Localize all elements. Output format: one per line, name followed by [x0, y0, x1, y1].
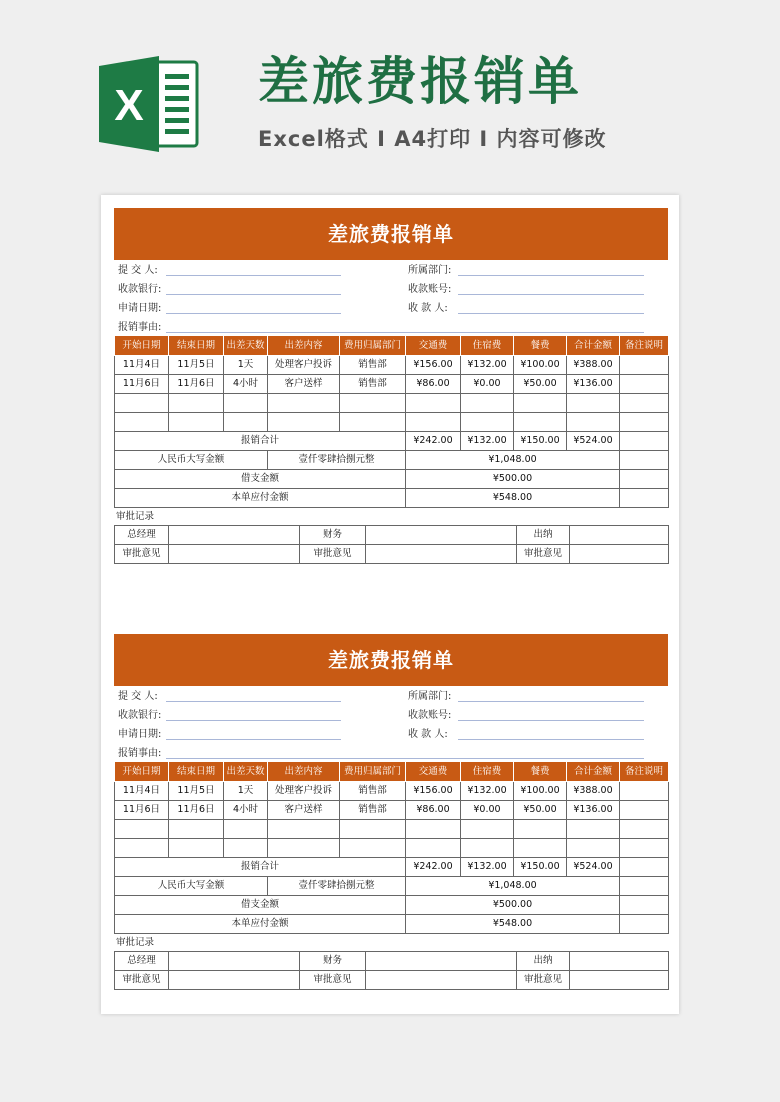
payee-label: 收 款 人:	[408, 729, 448, 740]
advance-row	[115, 469, 669, 488]
table-cell[interactable]: ¥0.00	[461, 374, 514, 393]
table-cell[interactable]	[514, 838, 567, 857]
table-cell[interactable]	[567, 819, 620, 838]
table-cell[interactable]: 11月5日	[169, 355, 224, 374]
table-cell[interactable]: 11月6日	[169, 374, 224, 393]
table-cell[interactable]: ¥0.00	[461, 800, 514, 819]
subtotal-transport: ¥242.00	[406, 857, 461, 876]
form-info-section	[114, 686, 668, 762]
table-cell[interactable]: 客户送样	[268, 800, 340, 819]
submitter-label: 提 交 人:	[118, 265, 158, 276]
subtotal-meals: ¥150.00	[514, 857, 567, 876]
approval-table	[114, 525, 669, 564]
cashier-field[interactable]	[570, 951, 669, 970]
table-row	[115, 800, 669, 819]
rmb-uppercase-label: 人民币大写金额	[115, 450, 268, 469]
table-cell[interactable]	[620, 355, 669, 374]
finance-label: 财务	[300, 525, 366, 544]
table-cell[interactable]: 销售部	[340, 374, 406, 393]
general-manager-label: 总经理	[115, 525, 169, 544]
table-cell[interactable]	[620, 819, 669, 838]
table-cell[interactable]: ¥132.00	[461, 355, 514, 374]
rmb-uppercase-amount: ¥1,048.00	[406, 876, 620, 895]
info-row-submitter	[114, 262, 668, 281]
table-cell[interactable]	[169, 412, 224, 431]
table-cell[interactable]	[514, 393, 567, 412]
table-cell[interactable]: 1天	[224, 355, 268, 374]
payable-label: 本单应付金额	[115, 488, 406, 507]
table-cell[interactable]	[514, 819, 567, 838]
table-cell[interactable]: ¥156.00	[406, 781, 461, 800]
form-info-section	[114, 260, 668, 336]
table-cell[interactable]	[567, 393, 620, 412]
table-cell[interactable]	[340, 838, 406, 857]
general-manager-label: 总经理	[115, 951, 169, 970]
reason-label: 报销事由:	[118, 748, 162, 759]
payee-label: 收 款 人:	[408, 303, 448, 314]
advance-note[interactable]	[620, 895, 669, 914]
table-cell[interactable]: 11月6日	[115, 374, 169, 393]
table-cell[interactable]	[169, 393, 224, 412]
table-cell[interactable]	[224, 819, 268, 838]
info-row-bank	[114, 707, 668, 726]
opinion-label: 审批意见	[517, 970, 570, 989]
opinion-label: 审批意见	[517, 544, 570, 563]
reason-field[interactable]	[166, 745, 644, 759]
opinion-field[interactable]	[366, 970, 517, 989]
submitter-field[interactable]	[166, 688, 341, 702]
table-cell[interactable]: ¥132.00	[461, 781, 514, 800]
opinion-field[interactable]	[570, 544, 669, 563]
table-cell[interactable]: 销售部	[340, 355, 406, 374]
table-cell[interactable]	[620, 374, 669, 393]
bank-label: 收款银行:	[118, 710, 162, 721]
approval-table	[114, 951, 669, 990]
date-label: 申请日期:	[118, 303, 162, 314]
info-row-date	[114, 726, 668, 745]
subtotal-label: 报销合计	[115, 431, 406, 450]
account-field[interactable]	[458, 707, 644, 721]
column-header: 结束日期	[169, 762, 224, 781]
table-cell[interactable]: 4小时	[224, 800, 268, 819]
table-cell[interactable]	[268, 393, 340, 412]
table-cell[interactable]: 11月6日	[115, 800, 169, 819]
column-header: 出差天数	[224, 336, 268, 355]
payable-note[interactable]	[620, 488, 669, 507]
info-row-bank	[114, 281, 668, 300]
cashier-field[interactable]	[570, 525, 669, 544]
payable-amount: ¥548.00	[406, 488, 620, 507]
table-cell[interactable]	[461, 412, 514, 431]
payable-note[interactable]	[620, 914, 669, 933]
opinion-field[interactable]	[169, 970, 300, 989]
opinion-label: 审批意见	[300, 544, 366, 563]
table-cell[interactable]	[406, 393, 461, 412]
table-cell[interactable]	[620, 838, 669, 857]
table-header-row	[115, 336, 669, 355]
department-label: 所属部门:	[408, 265, 452, 276]
subtotal-row	[115, 431, 669, 450]
cashier-label: 出纳	[517, 525, 570, 544]
rmb-uppercase-text: 壹仟零肆拾捌元整	[268, 450, 406, 469]
opinion-label: 审批意见	[115, 544, 169, 563]
subtotal-lodging: ¥132.00	[461, 431, 514, 450]
column-header: 结束日期	[169, 336, 224, 355]
advance-label: 借支金额	[115, 895, 406, 914]
date-label: 申请日期:	[118, 729, 162, 740]
advance-amount: ¥500.00	[406, 895, 620, 914]
info-row-date	[114, 300, 668, 319]
advance-note[interactable]	[620, 469, 669, 488]
subtotal-label: 报销合计	[115, 857, 406, 876]
table-cell[interactable]: ¥86.00	[406, 374, 461, 393]
date-field[interactable]	[166, 726, 341, 740]
table-row	[115, 355, 669, 374]
table-row	[115, 838, 669, 857]
table-cell[interactable]	[340, 393, 406, 412]
reason-field[interactable]	[166, 319, 644, 333]
general-manager-field[interactable]	[169, 951, 300, 970]
table-cell[interactable]: 处理客户投诉	[268, 355, 340, 374]
table-row	[115, 781, 669, 800]
subtotal-row	[115, 857, 669, 876]
rmb-uppercase-row	[115, 876, 669, 895]
table-cell[interactable]	[224, 838, 268, 857]
rmb-uppercase-note[interactable]	[620, 450, 669, 469]
svg-text:X: X	[114, 81, 144, 130]
table-cell[interactable]: 11月4日	[115, 355, 169, 374]
page-title: 差旅费报销单	[258, 53, 583, 112]
rmb-uppercase-amount: ¥1,048.00	[406, 450, 620, 469]
table-cell[interactable]: ¥136.00	[567, 800, 620, 819]
table-cell[interactable]: 1天	[224, 781, 268, 800]
column-header: 餐费	[514, 762, 567, 781]
approval-opinion-row	[115, 970, 669, 989]
table-cell[interactable]: ¥388.00	[567, 781, 620, 800]
table-cell[interactable]: 处理客户投诉	[268, 781, 340, 800]
info-row-reason	[114, 319, 668, 338]
opinion-field[interactable]	[169, 544, 300, 563]
subtotal-meals: ¥150.00	[514, 431, 567, 450]
table-cell[interactable]	[268, 819, 340, 838]
table-cell[interactable]: ¥100.00	[514, 781, 567, 800]
reason-label: 报销事由:	[118, 322, 162, 333]
table-cell[interactable]	[620, 781, 669, 800]
table-cell[interactable]	[169, 819, 224, 838]
table-row	[115, 819, 669, 838]
form-title: 差旅费报销单	[114, 208, 668, 260]
payee-field[interactable]	[458, 726, 644, 740]
column-header: 出差天数	[224, 762, 268, 781]
submitter-field[interactable]	[166, 262, 341, 276]
column-header: 合计金额	[567, 762, 620, 781]
opinion-field[interactable]	[366, 544, 517, 563]
table-cell[interactable]	[461, 838, 514, 857]
payable-row	[115, 488, 669, 507]
approval-row	[115, 525, 669, 544]
column-header: 合计金额	[567, 336, 620, 355]
approval-section-title: 审批记录	[116, 510, 155, 522]
excel-logo-icon	[97, 54, 201, 154]
date-field[interactable]	[166, 300, 341, 314]
payable-amount: ¥548.00	[406, 914, 620, 933]
table-cell[interactable]	[406, 838, 461, 857]
table-cell[interactable]: 销售部	[340, 800, 406, 819]
bank-label: 收款银行:	[118, 284, 162, 295]
table-row	[115, 393, 669, 412]
expense-table	[114, 762, 669, 934]
finance-field[interactable]	[366, 525, 517, 544]
table-cell[interactable]	[406, 412, 461, 431]
advance-row	[115, 895, 669, 914]
table-cell[interactable]	[224, 412, 268, 431]
info-row-submitter	[114, 688, 668, 707]
column-header: 餐费	[514, 336, 567, 355]
rmb-uppercase-text: 壹仟零肆拾捌元整	[268, 876, 406, 895]
account-label: 收款账号:	[408, 284, 452, 295]
rmb-uppercase-label: 人民币大写金额	[115, 876, 268, 895]
subtotal-note[interactable]	[620, 431, 669, 450]
table-cell[interactable]: ¥388.00	[567, 355, 620, 374]
payable-row	[115, 914, 669, 933]
expense-form-1	[114, 208, 668, 564]
department-field[interactable]	[458, 262, 644, 276]
column-header: 住宿费	[461, 336, 514, 355]
table-cell[interactable]	[514, 412, 567, 431]
subtotal-lodging: ¥132.00	[461, 857, 514, 876]
rmb-uppercase-note[interactable]	[620, 876, 669, 895]
bank-field[interactable]	[166, 281, 341, 295]
table-cell[interactable]	[268, 838, 340, 857]
page-subtitle: Excel格式 I A4打印 I 内容可修改	[258, 127, 607, 151]
paper-sheet	[101, 195, 679, 1014]
table-cell[interactable]	[340, 412, 406, 431]
table-cell[interactable]	[461, 393, 514, 412]
rmb-uppercase-row	[115, 450, 669, 469]
table-cell[interactable]	[567, 412, 620, 431]
table-row	[115, 374, 669, 393]
approval-section-title: 审批记录	[116, 936, 155, 948]
table-cell[interactable]: ¥136.00	[567, 374, 620, 393]
column-header: 出差内容	[268, 336, 340, 355]
column-header: 住宿费	[461, 762, 514, 781]
table-cell[interactable]	[115, 838, 169, 857]
column-header: 备注说明	[620, 762, 669, 781]
payable-label: 本单应付金额	[115, 914, 406, 933]
general-manager-field[interactable]	[169, 525, 300, 544]
table-cell[interactable]: 4小时	[224, 374, 268, 393]
column-header: 备注说明	[620, 336, 669, 355]
finance-field[interactable]	[366, 951, 517, 970]
table-cell[interactable]	[620, 412, 669, 431]
table-cell[interactable]	[620, 800, 669, 819]
approval-opinion-row	[115, 544, 669, 563]
table-cell[interactable]	[406, 819, 461, 838]
advance-label: 借支金额	[115, 469, 406, 488]
column-header: 交通费	[406, 336, 461, 355]
table-cell[interactable]	[567, 838, 620, 857]
approval-row	[115, 951, 669, 970]
table-cell[interactable]: 11月4日	[115, 781, 169, 800]
payee-field[interactable]	[458, 300, 644, 314]
subtotal-note[interactable]	[620, 857, 669, 876]
table-cell[interactable]: ¥86.00	[406, 800, 461, 819]
opinion-field[interactable]	[570, 970, 669, 989]
table-cell[interactable]: ¥50.00	[514, 800, 567, 819]
table-cell[interactable]	[268, 412, 340, 431]
cashier-label: 出纳	[517, 951, 570, 970]
info-row-reason	[114, 745, 668, 764]
table-cell[interactable]: 销售部	[340, 781, 406, 800]
column-header: 开始日期	[115, 336, 169, 355]
table-cell[interactable]: ¥100.00	[514, 355, 567, 374]
table-cell[interactable]: 11月6日	[169, 800, 224, 819]
expense-table	[114, 336, 669, 508]
subtotal-total: ¥524.00	[567, 431, 620, 450]
table-cell[interactable]: ¥50.00	[514, 374, 567, 393]
expense-form-2	[114, 634, 668, 990]
column-header: 出差内容	[268, 762, 340, 781]
table-row	[115, 412, 669, 431]
subtotal-transport: ¥242.00	[406, 431, 461, 450]
table-cell[interactable]	[115, 412, 169, 431]
bank-field[interactable]	[166, 707, 341, 721]
submitter-label: 提 交 人:	[118, 691, 158, 702]
opinion-label: 审批意见	[300, 970, 366, 989]
table-cell[interactable]	[115, 393, 169, 412]
table-cell[interactable]	[224, 393, 268, 412]
table-header-row	[115, 762, 669, 781]
opinion-label: 审批意见	[115, 970, 169, 989]
column-header: 费用归属部门	[340, 336, 406, 355]
table-cell[interactable]	[461, 819, 514, 838]
page-header	[0, 0, 780, 200]
table-cell[interactable]	[169, 838, 224, 857]
table-cell[interactable]: 11月5日	[169, 781, 224, 800]
column-header: 费用归属部门	[340, 762, 406, 781]
column-header: 开始日期	[115, 762, 169, 781]
table-cell[interactable]	[340, 819, 406, 838]
finance-label: 财务	[300, 951, 366, 970]
department-label: 所属部门:	[408, 691, 452, 702]
advance-amount: ¥500.00	[406, 469, 620, 488]
table-cell[interactable]	[115, 819, 169, 838]
account-field[interactable]	[458, 281, 644, 295]
table-cell[interactable]: 客户送样	[268, 374, 340, 393]
form-title: 差旅费报销单	[114, 634, 668, 686]
subtotal-total: ¥524.00	[567, 857, 620, 876]
table-cell[interactable]	[620, 393, 669, 412]
department-field[interactable]	[458, 688, 644, 702]
account-label: 收款账号:	[408, 710, 452, 721]
table-cell[interactable]: ¥156.00	[406, 355, 461, 374]
column-header: 交通费	[406, 762, 461, 781]
